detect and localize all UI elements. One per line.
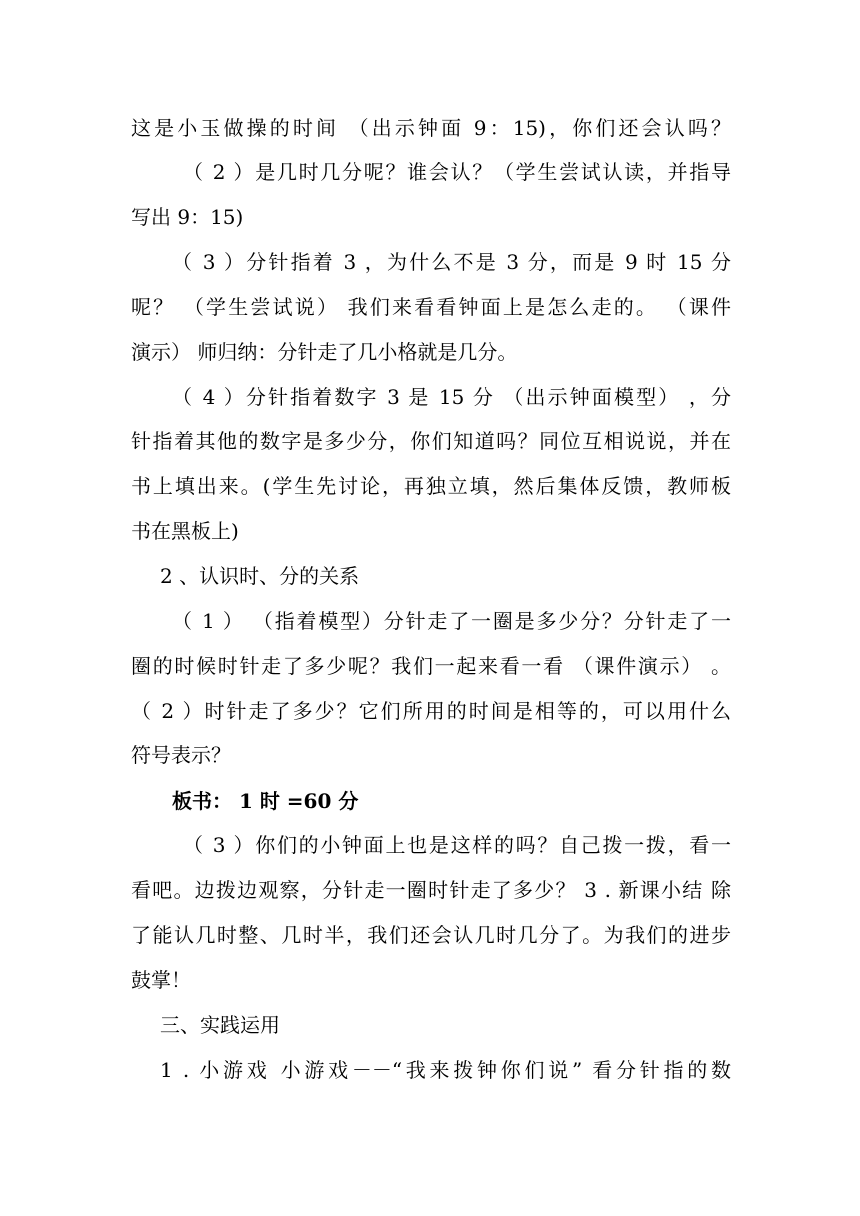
text-line: 这是小玉做操的时间 （出示钟面 9：15)，你们还会认吗？ [131,116,731,140]
text-line: 写出 9：15) [131,205,244,229]
text-line: 鼓掌！ [131,968,191,992]
text-line: 演示） 师归纳：分针走了几小格就是几分。 [131,340,518,364]
text-line: （ 3 ）分针指着 3 ，为什么不是 3 分，而是 9 时 15 分 [172,250,731,274]
text-line: 符号表示？ [131,743,231,767]
board-note: 板书： 1 时 =60 分 [172,789,359,813]
section-heading: 三、实践运用 [160,1013,280,1037]
text-line: 针指着其他的数字是多少分，你们知道吗？同位互相说说，并在 [131,429,731,453]
text-line: 圈的时候时针走了多少呢？我们一起来看一看 （课件演示） 。 [131,654,731,678]
text-line: 1 . 小游戏 小游戏－－“我来拨钟你们说” 看分针指的数 [160,1058,731,1082]
text-line: （ 4 ）分针指着数字 3 是 15 分 （出示钟面模型） ，分 [172,385,731,409]
text-line: 书在黑板上) [131,519,239,543]
text-line: （ 3 ）你们的小钟面上也是这样的吗？自己拨一拨，看一 [183,833,731,857]
text-line: 书上填出来。(学生先讨论，再独立填，然后集体反馈，教师板 [131,474,731,498]
text-line: （ 2 ）时针走了多少？它们所用的时间是相等的，可以用什么 [131,699,731,723]
text-line: 看吧。边拨边观察，分针走一圈时针走了多少？ 3 . 新课小结 除 [131,878,731,902]
text-line: （ 2 ）是几时几分呢？谁会认？（学生尝试认读，并指导 [183,160,731,184]
section-heading: 2 、认识时、分的关系 [160,564,360,588]
text-line: 了能认几时整、几时半，我们还会认几时几分了。为我们的进步 [131,923,731,947]
text-line: （ 1 ） （指着模型）分针走了一圈是多少分？分针走了一 [172,609,731,633]
text-line: 呢？ （学生尝试说） 我们来看看钟面上是怎么走的。 （课件 [131,295,731,319]
